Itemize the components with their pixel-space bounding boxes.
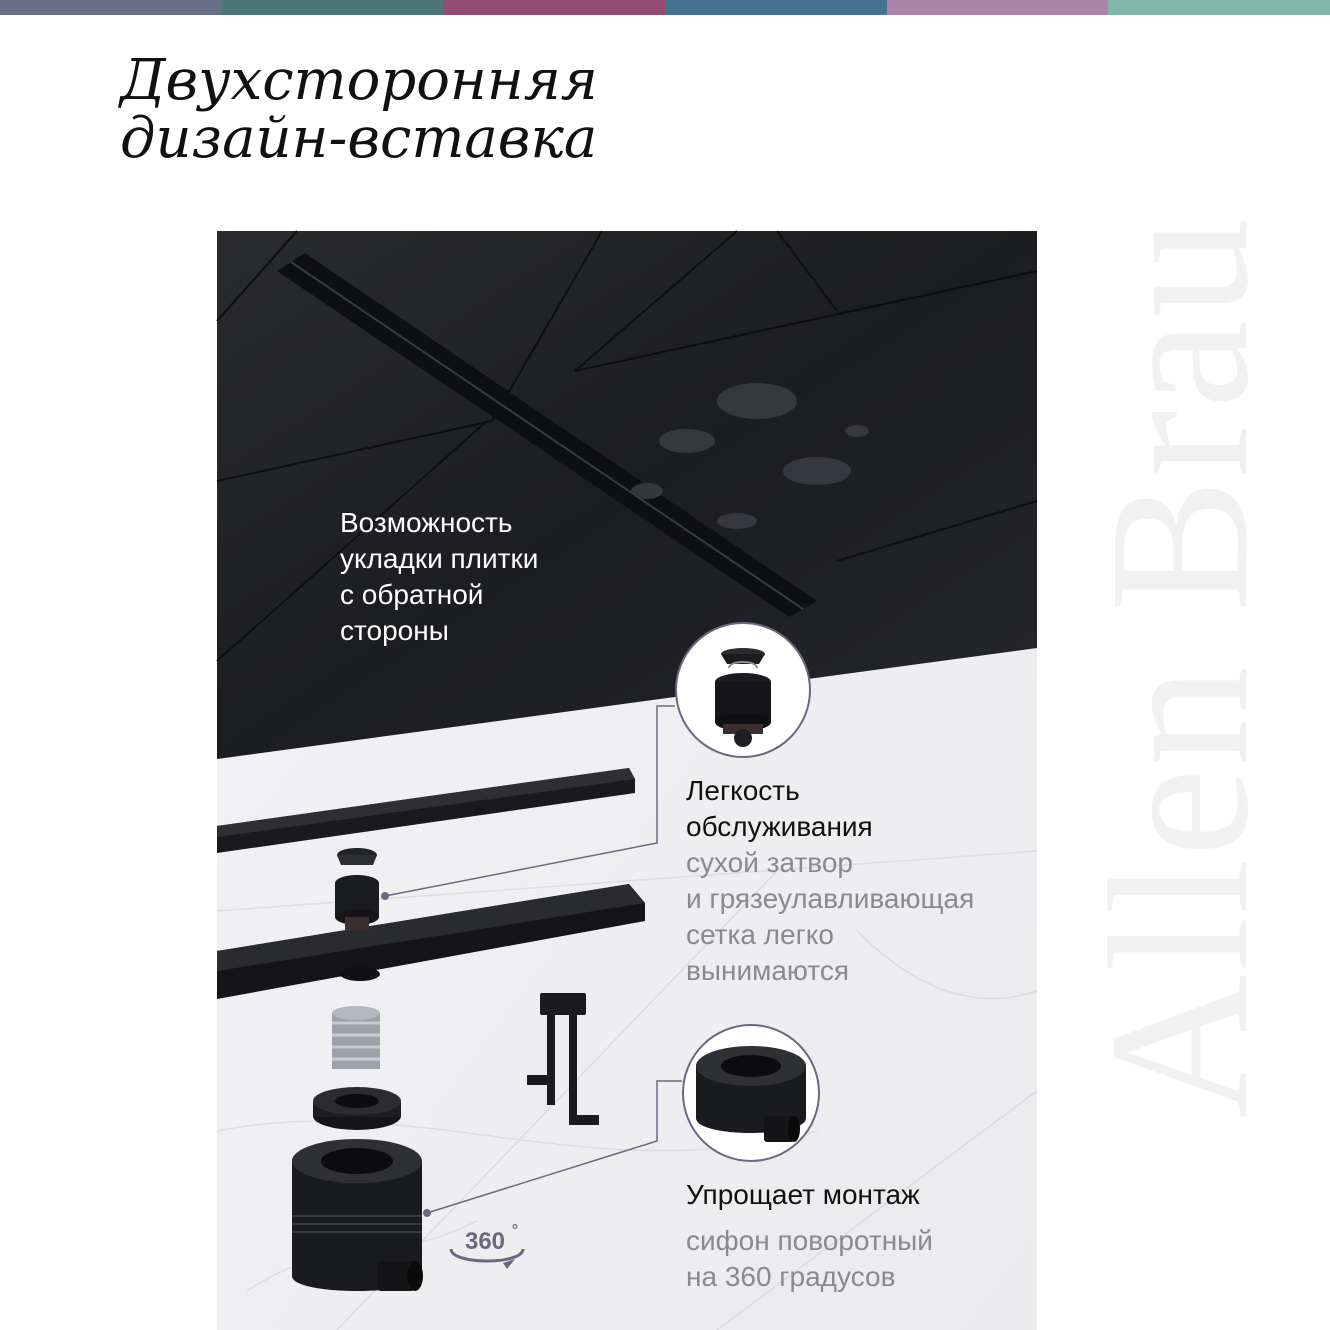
color-stripe [665, 0, 887, 15]
title-line: дизайн-вставка [120, 106, 598, 171]
color-stripe [0, 0, 222, 15]
title-line: Двухсторонняя [120, 48, 598, 113]
dry-trap-strainer-icon [675, 622, 811, 758]
brand-color-bar [0, 0, 1330, 15]
brand-watermark [1069, 195, 1290, 1140]
page-title [120, 48, 598, 171]
feature-heading: обслуживания [686, 811, 873, 842]
caption-line: стороны [340, 615, 449, 646]
siphon-icon [682, 1024, 820, 1162]
caption-line: укладки плитки [340, 543, 539, 574]
color-stripe [1108, 0, 1330, 15]
product-illustration [217, 231, 1037, 1330]
feature-heading: Легкость [686, 775, 800, 806]
feature-heading: Упрощает монтаж [686, 1179, 920, 1210]
trap-and-strainer [335, 848, 379, 931]
drain-outlet [340, 967, 380, 981]
feature-description: сифон поворотный [686, 1225, 933, 1256]
feature-easy-install [686, 1177, 933, 1295]
degree-sign: ° [511, 1222, 519, 1239]
color-stripe [887, 0, 1109, 15]
feature-description: на 360 градусов [686, 1261, 896, 1292]
rotate-360-icon [445, 1219, 529, 1275]
color-stripe [222, 0, 444, 15]
color-stripe [443, 0, 665, 15]
feature-description: сухой затвор [686, 847, 854, 878]
reverse-tile-caption [340, 505, 538, 649]
caption-line: Возможность [340, 507, 513, 538]
feature-description: вынимаются [686, 955, 849, 986]
feature-description: и грязеулавливающая [686, 883, 975, 914]
black-ring [313, 1087, 401, 1130]
silver-sleeve [332, 1006, 380, 1069]
rotation-label: 360 [464, 1228, 506, 1255]
connector-dot [381, 892, 389, 900]
watermark-text: Allen Brau [1069, 215, 1290, 1119]
caption-line: с обратной [340, 579, 484, 610]
feature-description: сетка легко [686, 919, 834, 950]
connector-dot [423, 1209, 431, 1217]
siphon-body [292, 1139, 423, 1291]
feature-easy-maintenance [686, 773, 974, 989]
